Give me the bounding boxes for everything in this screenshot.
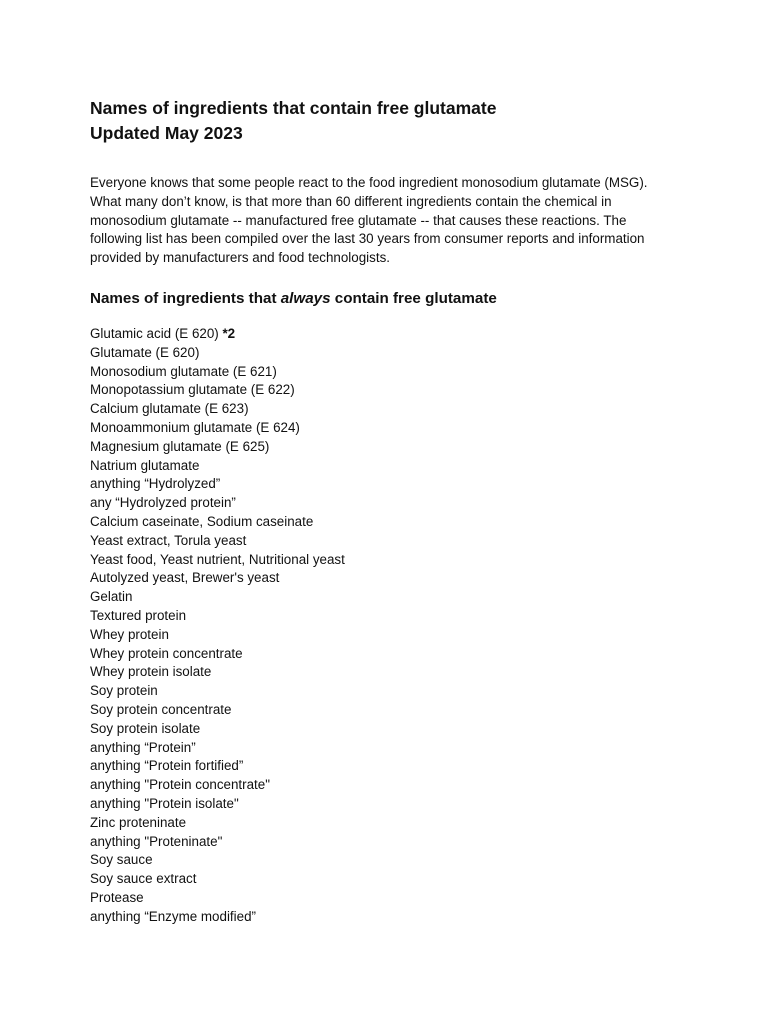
document-title: Names of ingredients that contain free glutamate — [90, 98, 497, 118]
intro-line: What many don’t know, is that more than 60 different ingredients contain the chemical in — [90, 193, 612, 209]
footnote-reference: *2 — [222, 325, 236, 341]
ingredient-item: anything “Enzyme modified” — [90, 908, 256, 924]
intro-line: provided by manufacturers and food technologists. — [90, 250, 390, 266]
ingredient-item: Autolyzed yeast, Brewer's yeast — [90, 570, 280, 586]
ingredient-item: Monoammonium glutamate (E 624) — [90, 419, 300, 435]
ingredient-item: any “Hydrolyzed protein” — [90, 495, 236, 511]
ingredient-item: Calcium caseinate, Sodium caseinate — [90, 513, 314, 529]
ingredient-item: Natrium glutamate — [90, 457, 200, 473]
ingredient-item: Textured protein — [90, 607, 187, 623]
ingredient-item: Zinc proteninate — [90, 814, 187, 830]
ingredient-item: Soy sauce extract — [90, 871, 197, 887]
ingredient-item: Protease — [90, 889, 144, 905]
ingredient-item: Whey protein — [90, 626, 169, 642]
ingredient-item: anything "Proteninate" — [90, 833, 223, 849]
ingredient-item: Magnesium glutamate (E 625) — [90, 438, 270, 454]
intro-line: Everyone knows that some people react to the food ingredient monosodium glutamate (MSG). — [90, 175, 648, 190]
ingredient-item: Whey protein concentrate — [90, 645, 243, 661]
ingredient-item: Monosodium glutamate (E 621) — [90, 363, 277, 379]
ingredient-item: Whey protein isolate — [90, 664, 212, 680]
ingredient-item: Monopotassium glutamate (E 622) — [90, 382, 295, 398]
ingredient-item: anything “Protein fortified” — [90, 758, 244, 774]
ingredient-item: Calcium glutamate (E 623) — [90, 401, 249, 417]
intro-paragraph — [90, 174, 682, 268]
ingredient-item: Soy sauce — [90, 852, 153, 868]
document-subtitle: Updated May 2023 — [90, 123, 243, 143]
intro-line: monosodium glutamate -- manufactured free glutamate -- that causes these reactions. The — [90, 212, 627, 228]
ingredient-item: anything "Protein isolate" — [90, 795, 239, 811]
section-heading-before: Names of ingredients that — [90, 289, 281, 307]
ingredient-item: Yeast extract, Torula yeast — [90, 532, 247, 548]
ingredient-item: Yeast food, Yeast nutrient, Nutritional yeast — [90, 551, 345, 567]
ingredient-item: anything “Protein” — [90, 739, 196, 755]
ingredient-item: anything “Hydrolyzed” — [90, 476, 221, 492]
ingredient-item: Soy protein — [90, 683, 158, 699]
section-heading-after: contain free glutamate — [330, 289, 497, 307]
ingredient-item-first — [90, 325, 690, 344]
ingredient-item: anything "Protein concentrate" — [90, 777, 270, 793]
ingredient-item: Glutamate (E 620) — [90, 344, 200, 360]
ingredient-item: Gelatin — [90, 589, 133, 605]
ingredient-item: Soy protein concentrate — [90, 701, 232, 717]
section-heading — [90, 288, 690, 310]
ingredient-list — [90, 325, 690, 927]
intro-line: following list has been compiled over the last 30 years from consumer reports and information — [90, 231, 645, 247]
ingredient-item: Soy protein isolate — [90, 720, 201, 736]
section-heading-emphasis: always — [280, 289, 331, 307]
ingredient-name: Glutamic acid (E 620) — [90, 325, 223, 341]
document-content — [90, 96, 690, 926]
